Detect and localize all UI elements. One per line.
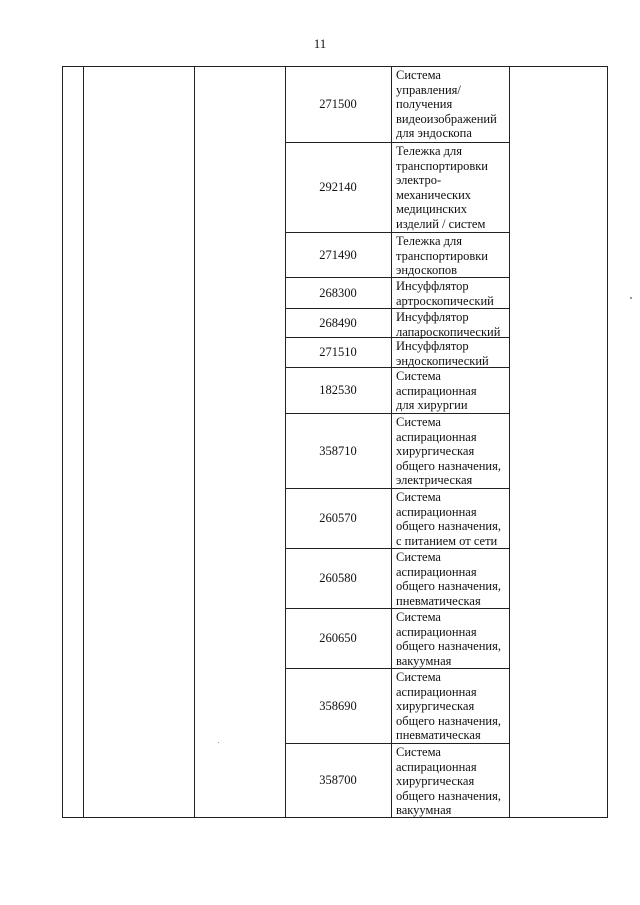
row-name: Система аспирационная общего назначения, вакуумная bbox=[396, 610, 501, 668]
row-name: Система аспирационная общего назначения, пневматическая bbox=[396, 550, 501, 608]
column-divider bbox=[509, 67, 510, 817]
row-name: Инсуффлятор эндоскопический bbox=[396, 339, 489, 368]
row-code: 358690 bbox=[319, 698, 357, 713]
row-code: 260580 bbox=[319, 571, 357, 585]
table-row bbox=[285, 489, 509, 549]
table-row bbox=[285, 414, 509, 489]
column-divider bbox=[83, 67, 84, 817]
row-name: Система аспирационная хирургическая общего назначения, вакуумная bbox=[396, 745, 501, 818]
row-code: 271500 bbox=[319, 97, 357, 111]
row-name: Инсуффлятор артроскопический bbox=[396, 279, 494, 308]
table-row bbox=[285, 233, 509, 278]
table-row bbox=[285, 338, 509, 368]
row-code: 271510 bbox=[319, 345, 357, 359]
row-name: Система аспирационная хирургическая общего назначения, пневматическая bbox=[396, 670, 501, 743]
row-code: 182530 bbox=[319, 383, 357, 397]
scan-speck bbox=[218, 742, 219, 743]
row-code: 292140 bbox=[319, 180, 357, 194]
row-code: 358710 bbox=[319, 443, 357, 458]
row-code: 358700 bbox=[319, 773, 357, 787]
row-code: 268300 bbox=[319, 285, 357, 300]
table-row bbox=[285, 368, 509, 414]
page-number: 11 bbox=[313, 36, 327, 51]
scan-speck bbox=[630, 297, 632, 299]
table-row bbox=[285, 309, 509, 338]
table-row bbox=[285, 278, 509, 309]
row-name: Система аспирационная общего назначения, с питанием от сети bbox=[396, 490, 501, 548]
table-row bbox=[285, 143, 509, 233]
table-row bbox=[285, 67, 509, 143]
row-name: Инсуффлятор лапароскопический bbox=[396, 310, 501, 339]
row-code: 260650 bbox=[319, 631, 357, 645]
row-name: Система аспирационная для хирургии bbox=[396, 369, 477, 413]
table-row bbox=[285, 609, 509, 669]
row-name: Система аспирационная хирургическая общего назначения, электрическая bbox=[396, 415, 501, 488]
row-code: 268490 bbox=[319, 315, 357, 330]
table-row bbox=[285, 744, 509, 817]
table-row bbox=[285, 669, 509, 744]
table-rows bbox=[285, 67, 509, 817]
row-name: Система управления/ получения видеоизображений для эндоскопа bbox=[396, 68, 497, 141]
row-name: Тележка для транспортировки электро- механических медицинских изделий / систем bbox=[396, 144, 488, 231]
row-code: 271490 bbox=[319, 247, 357, 262]
row-code: 260570 bbox=[319, 511, 357, 525]
row-name: Тележка для транспортировки эндоскопов bbox=[396, 234, 488, 278]
equipment-table bbox=[62, 66, 608, 818]
table-row bbox=[285, 549, 509, 609]
column-divider bbox=[194, 67, 195, 817]
